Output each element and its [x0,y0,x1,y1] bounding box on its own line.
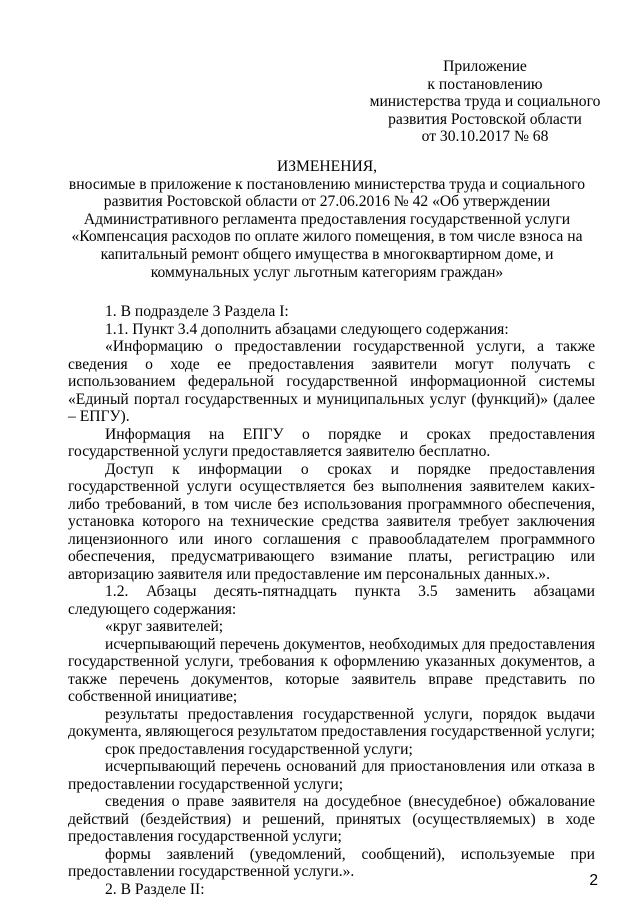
heading-line: коммунальных услуг льготным категориям граждан» [150,263,504,281]
paragraph: «Информацию о предоставлении государственной услуги, а также сведения о ходе ее предоставления заявители могут получать с использованием федеральной государственной информационной системы «Единый портал государственных и муниципальных услуг (функций)» (далее – ЕПГУ). [68,338,595,425]
heading-line: «Компенсация расходов по оплате жилого помещения, в том числе взноса на [71,228,583,246]
document-body [68,303,595,898]
paragraph: «круг заявителей; [105,618,224,635]
paragraph: Информация на ЕПГУ о порядке и сроках предоставления государственной услуги предоставляется заявителю бесплатно. [68,425,595,460]
stamp-line: от 30.10.2017 № 68 [421,128,549,146]
paragraph: срок предоставления государственной услуги; [105,740,413,758]
paragraph: исчерпывающий перечень оснований для приостановления или отказа в предоставлении государственной услуги; [68,758,595,793]
paragraph: Доступ к информации о сроках и порядке предоставления государственной услуги осуществляется без выполнения заявителем каких-либо требований, в том числе без использования программного обеспечения, установка которого на технические средства заявителя требует заключения лицензионного или иного соглашения с правообладателем программного обеспечения, предусматривающего взимание платы, регистрацию или авторизацию заявителя или предоставление им персональных данных.». [68,460,595,583]
paragraph-section-1: 1. В подразделе 3 Раздела I: [105,303,289,320]
heading-line: вносимые в приложение к постановлению министерства труда и социального [68,175,586,193]
paragraph-item-1-1: 1.1. Пункт 3.4 дополнить абзацами следующего содержания: [105,320,509,338]
document-heading [62,158,592,281]
paragraph: результаты предоставления государственной услуги, порядок выдачи документа, являющегося результатом предоставления государственной услуги; [68,705,595,740]
heading-line: капитальный ремонт общего имущества в многоквартирном доме, и [100,245,554,263]
approval-stamp [360,58,610,146]
paragraph: формы заявлений (уведомлений, сообщений), используемые при предоставлении государственной услуги.». [68,845,595,880]
stamp-line: развития Ростовской области [388,110,582,128]
page-number: 2 [589,872,598,889]
paragraph-item-1-2: 1.2. Абзацы десять-пятнадцать пункта 3.5 заменить абзацами следующего содержания: [68,583,595,618]
heading-line: Административного регламента предоставления государственной услуги [83,210,571,228]
heading-line: развития Ростовской области от 27.06.2016 № 42 «Об утверждении [103,193,551,211]
heading-title: ИЗМЕНЕНИЯ, [276,158,378,175]
stamp-line: к постановлению [427,75,543,93]
paragraph-section-2: 2. В Разделе II: [105,880,205,898]
stamp-line: министерства труда и социального [369,93,601,111]
stamp-line: Приложение [443,58,527,75]
paragraph: сведения о праве заявителя на досудебное (внесудебное) обжалование действий (бездействия) и решений, принятых (осуществляемых) в ходе предоставления государственной услуги; [68,793,595,845]
paragraph: исчерпывающий перечень документов, необходимых для предоставления государственной услуги, требования к оформлению указанных документов, а также перечень документов, которые заявитель вправе представить по собственной инициативе; [68,635,595,705]
